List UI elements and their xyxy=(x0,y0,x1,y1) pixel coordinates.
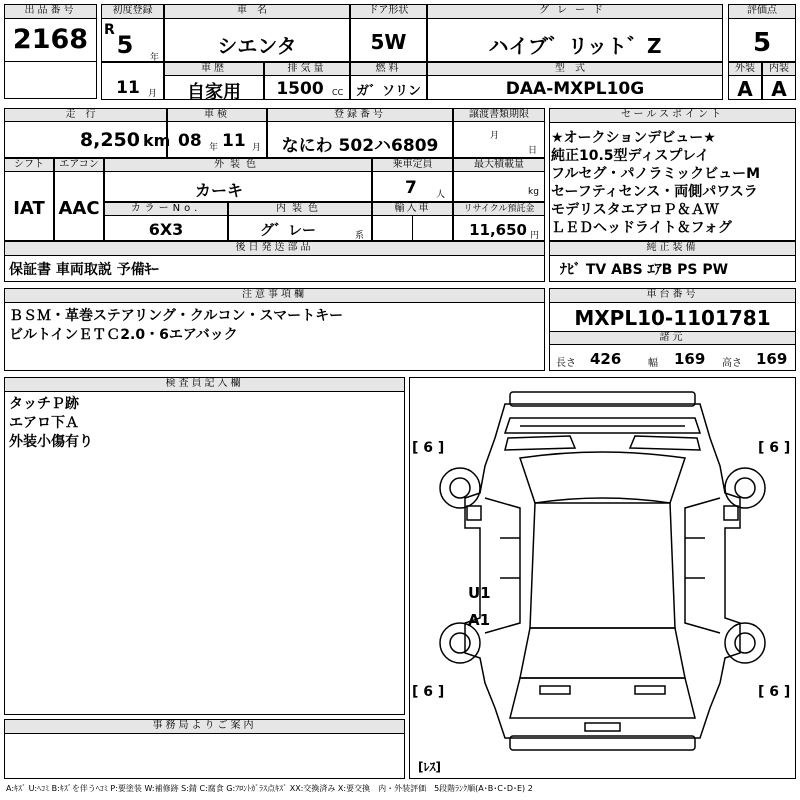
transfer-label: 譲渡書類期限 xyxy=(453,108,545,122)
selling-point: ＬＥＤヘッドライト＆フォグ xyxy=(551,220,732,236)
selling-point: 純正10.5型ディスプレイ xyxy=(551,148,710,164)
first-reg-year: 5 xyxy=(116,31,134,59)
int-grade: A xyxy=(771,77,787,101)
inspection-month: 11 xyxy=(222,131,246,151)
plate: なにわ 502ハ6809 xyxy=(281,136,439,156)
notes-text xyxy=(9,307,343,345)
roof xyxy=(530,503,675,628)
first-reg-label: 初度登録 xyxy=(101,4,164,19)
selling-point: フルセグ・パノラミックビューM xyxy=(551,166,761,182)
car-name-label: 車名 xyxy=(164,4,350,19)
capacity: 7 xyxy=(405,178,417,198)
inspection-year: 08 xyxy=(178,131,202,151)
mileage-label: 走行 xyxy=(4,108,167,122)
shift-label: シフト xyxy=(4,158,54,172)
car-name: シエンタ xyxy=(217,34,297,58)
score-label: 評価点 xyxy=(728,4,796,19)
displacement: 1500 xyxy=(276,79,324,99)
inspector-notes xyxy=(9,395,93,452)
year-unit: 年 xyxy=(150,53,160,63)
score: 5 xyxy=(752,28,772,58)
headlight-left xyxy=(505,436,575,450)
tire-rear-left: [ 6 ] xyxy=(412,684,445,700)
transfer-day-unit: 日 xyxy=(528,146,538,156)
recycle-unit: 円 xyxy=(530,231,540,241)
headlight-right xyxy=(630,436,700,450)
height-label: 高さ xyxy=(722,358,742,369)
color-no-label: カラーNo. xyxy=(104,202,228,216)
wheel-rear-left xyxy=(440,623,480,663)
tire-front-left: [ 6 ] xyxy=(412,440,445,456)
recycle-label: リサイクル預託金 xyxy=(453,202,545,216)
rear-hatch xyxy=(510,678,695,718)
legend-text: A:ｷｽﾞ U:ﾍｺﾐ B:ｷｽﾞを伴うﾍｺﾐ P:要塗装 W:補修跡 S:錆 C:腐食 G:ﾌﾛﾝﾄｶﾞﾗｽ点ｷｽﾞ XX:交換済み X:要交換 内・外装評価 5段階ﾗﾝｸ順(A･B･C･D･E) 2 xyxy=(6,784,533,793)
first-reg-era: R xyxy=(104,22,115,38)
note-line: ＢＳＭ・革巻ステアリング・クルコン・スマートキー xyxy=(9,308,344,324)
length-value: 426 xyxy=(590,350,622,368)
load-label: 最大積載量 xyxy=(453,158,545,172)
mileage: 8,250 xyxy=(79,129,140,151)
height-value: 169 xyxy=(756,350,788,368)
fuel: ガ゛ソリン xyxy=(355,84,421,99)
rear-window xyxy=(520,628,685,678)
lot-number: 2168 xyxy=(12,24,89,55)
ext-label: 外装 xyxy=(728,62,762,76)
inspector-line: エアロ下Ａ xyxy=(9,415,79,431)
month-unit: 月 xyxy=(148,89,158,99)
import-label: 輸入車 xyxy=(372,202,453,216)
import-divider xyxy=(412,216,413,241)
capacity-unit: 人 xyxy=(436,190,446,200)
inspection-year-unit: 年 xyxy=(209,143,219,153)
accessories-text: 保証書 車両取説 予備ｷｰ xyxy=(9,262,159,278)
specs-label: 諸元 xyxy=(549,331,796,345)
car-diagram xyxy=(410,378,795,778)
tire-front-right: [ 6 ] xyxy=(758,440,791,456)
grade-label: グレード xyxy=(427,4,723,19)
cc-unit: CC xyxy=(332,88,344,97)
capacity-label: 乗車定員 xyxy=(372,158,453,172)
equipment-text: ﾅﾋﾞ TV ABS ｴｱB PS PW xyxy=(560,262,729,278)
inspector-line: タッチＰ跡 xyxy=(9,396,79,412)
exterior-color: カーキ xyxy=(194,181,243,200)
car-body-outline xyxy=(465,404,740,738)
door-label: ドア形状 xyxy=(350,4,427,19)
windshield xyxy=(520,452,685,503)
length-label: 長さ xyxy=(556,358,576,369)
recycle-fee: 11,650 xyxy=(469,221,527,239)
damage-mark-2: A1 xyxy=(468,611,491,629)
selling-points-list xyxy=(551,129,760,237)
note-line: ビルトインＥＴＣ2.0・6エアバック xyxy=(9,327,238,343)
interior-color-unit: 系 xyxy=(355,231,365,241)
selling-point: モデリスタエアロＰ＆ＡＷ xyxy=(551,202,719,218)
office-label: 事務局よりご案内 xyxy=(4,719,405,734)
inspection-label: 車検 xyxy=(167,108,267,122)
model-label: 型式 xyxy=(427,62,723,76)
width-value: 169 xyxy=(674,350,706,368)
tire-rear-right: [ 6 ] xyxy=(758,684,791,700)
lot-number-label: 出品番号 xyxy=(4,4,97,19)
notes-label: 注意事項欄 xyxy=(4,288,545,303)
accessories-label: 後日発送部品 xyxy=(4,241,545,256)
load-unit: kg xyxy=(528,187,539,197)
history-label: 車歴 xyxy=(164,62,264,76)
inspection-month-unit: 月 xyxy=(252,143,262,153)
car-diagram-box xyxy=(409,377,796,779)
mirror-left xyxy=(467,506,481,520)
interior-color: グ゛レー xyxy=(260,223,316,239)
ac-label: エアコン xyxy=(54,158,104,172)
width-label: 幅 xyxy=(648,358,658,369)
lot-divider xyxy=(4,61,97,62)
history: 自家用 xyxy=(187,82,241,103)
inspector-label: 検査員記入欄 xyxy=(4,377,405,392)
model: DAA-MXPL10G xyxy=(505,79,645,99)
int-label: 内装 xyxy=(762,62,796,76)
chassis-number: MXPL10-1101781 xyxy=(574,306,771,330)
interior-color-label: 内装色 xyxy=(228,202,372,216)
inspector-line: 外装小傷有り xyxy=(9,434,93,450)
equipment-label: 純正装備 xyxy=(549,241,796,256)
chassis-label: 車台番号 xyxy=(549,288,796,303)
transfer-month-unit: 月 xyxy=(490,131,500,141)
wheel-front-right xyxy=(725,468,765,508)
color-label: 外装色 xyxy=(104,158,372,172)
spare-tire: [ﾚｽ] xyxy=(418,760,441,774)
ext-grade: A xyxy=(737,77,753,101)
door-type: 5W xyxy=(370,30,407,54)
reg-month: 11 xyxy=(116,78,140,98)
selling-points-label: セールスポイント xyxy=(549,108,796,123)
selling-point: セーフティセンス・両側パワスラ xyxy=(551,184,758,200)
grade: ハイブ゛リット゛Z xyxy=(488,34,662,58)
km-unit: km xyxy=(143,131,171,150)
fuel-label: 燃料 xyxy=(350,62,427,76)
shift: IAT xyxy=(13,198,45,219)
selling-point: ★オークションデビュー★ xyxy=(551,130,716,146)
ac: AAC xyxy=(58,198,100,219)
color-no: 6X3 xyxy=(148,220,184,239)
plate-label: 登録番号 xyxy=(267,108,453,122)
mirror-right xyxy=(724,506,738,520)
wheel-front-left xyxy=(440,468,480,508)
wheel-rear-right xyxy=(725,623,765,663)
displacement-label: 排気量 xyxy=(264,62,350,76)
damage-mark-1: U1 xyxy=(468,584,491,602)
